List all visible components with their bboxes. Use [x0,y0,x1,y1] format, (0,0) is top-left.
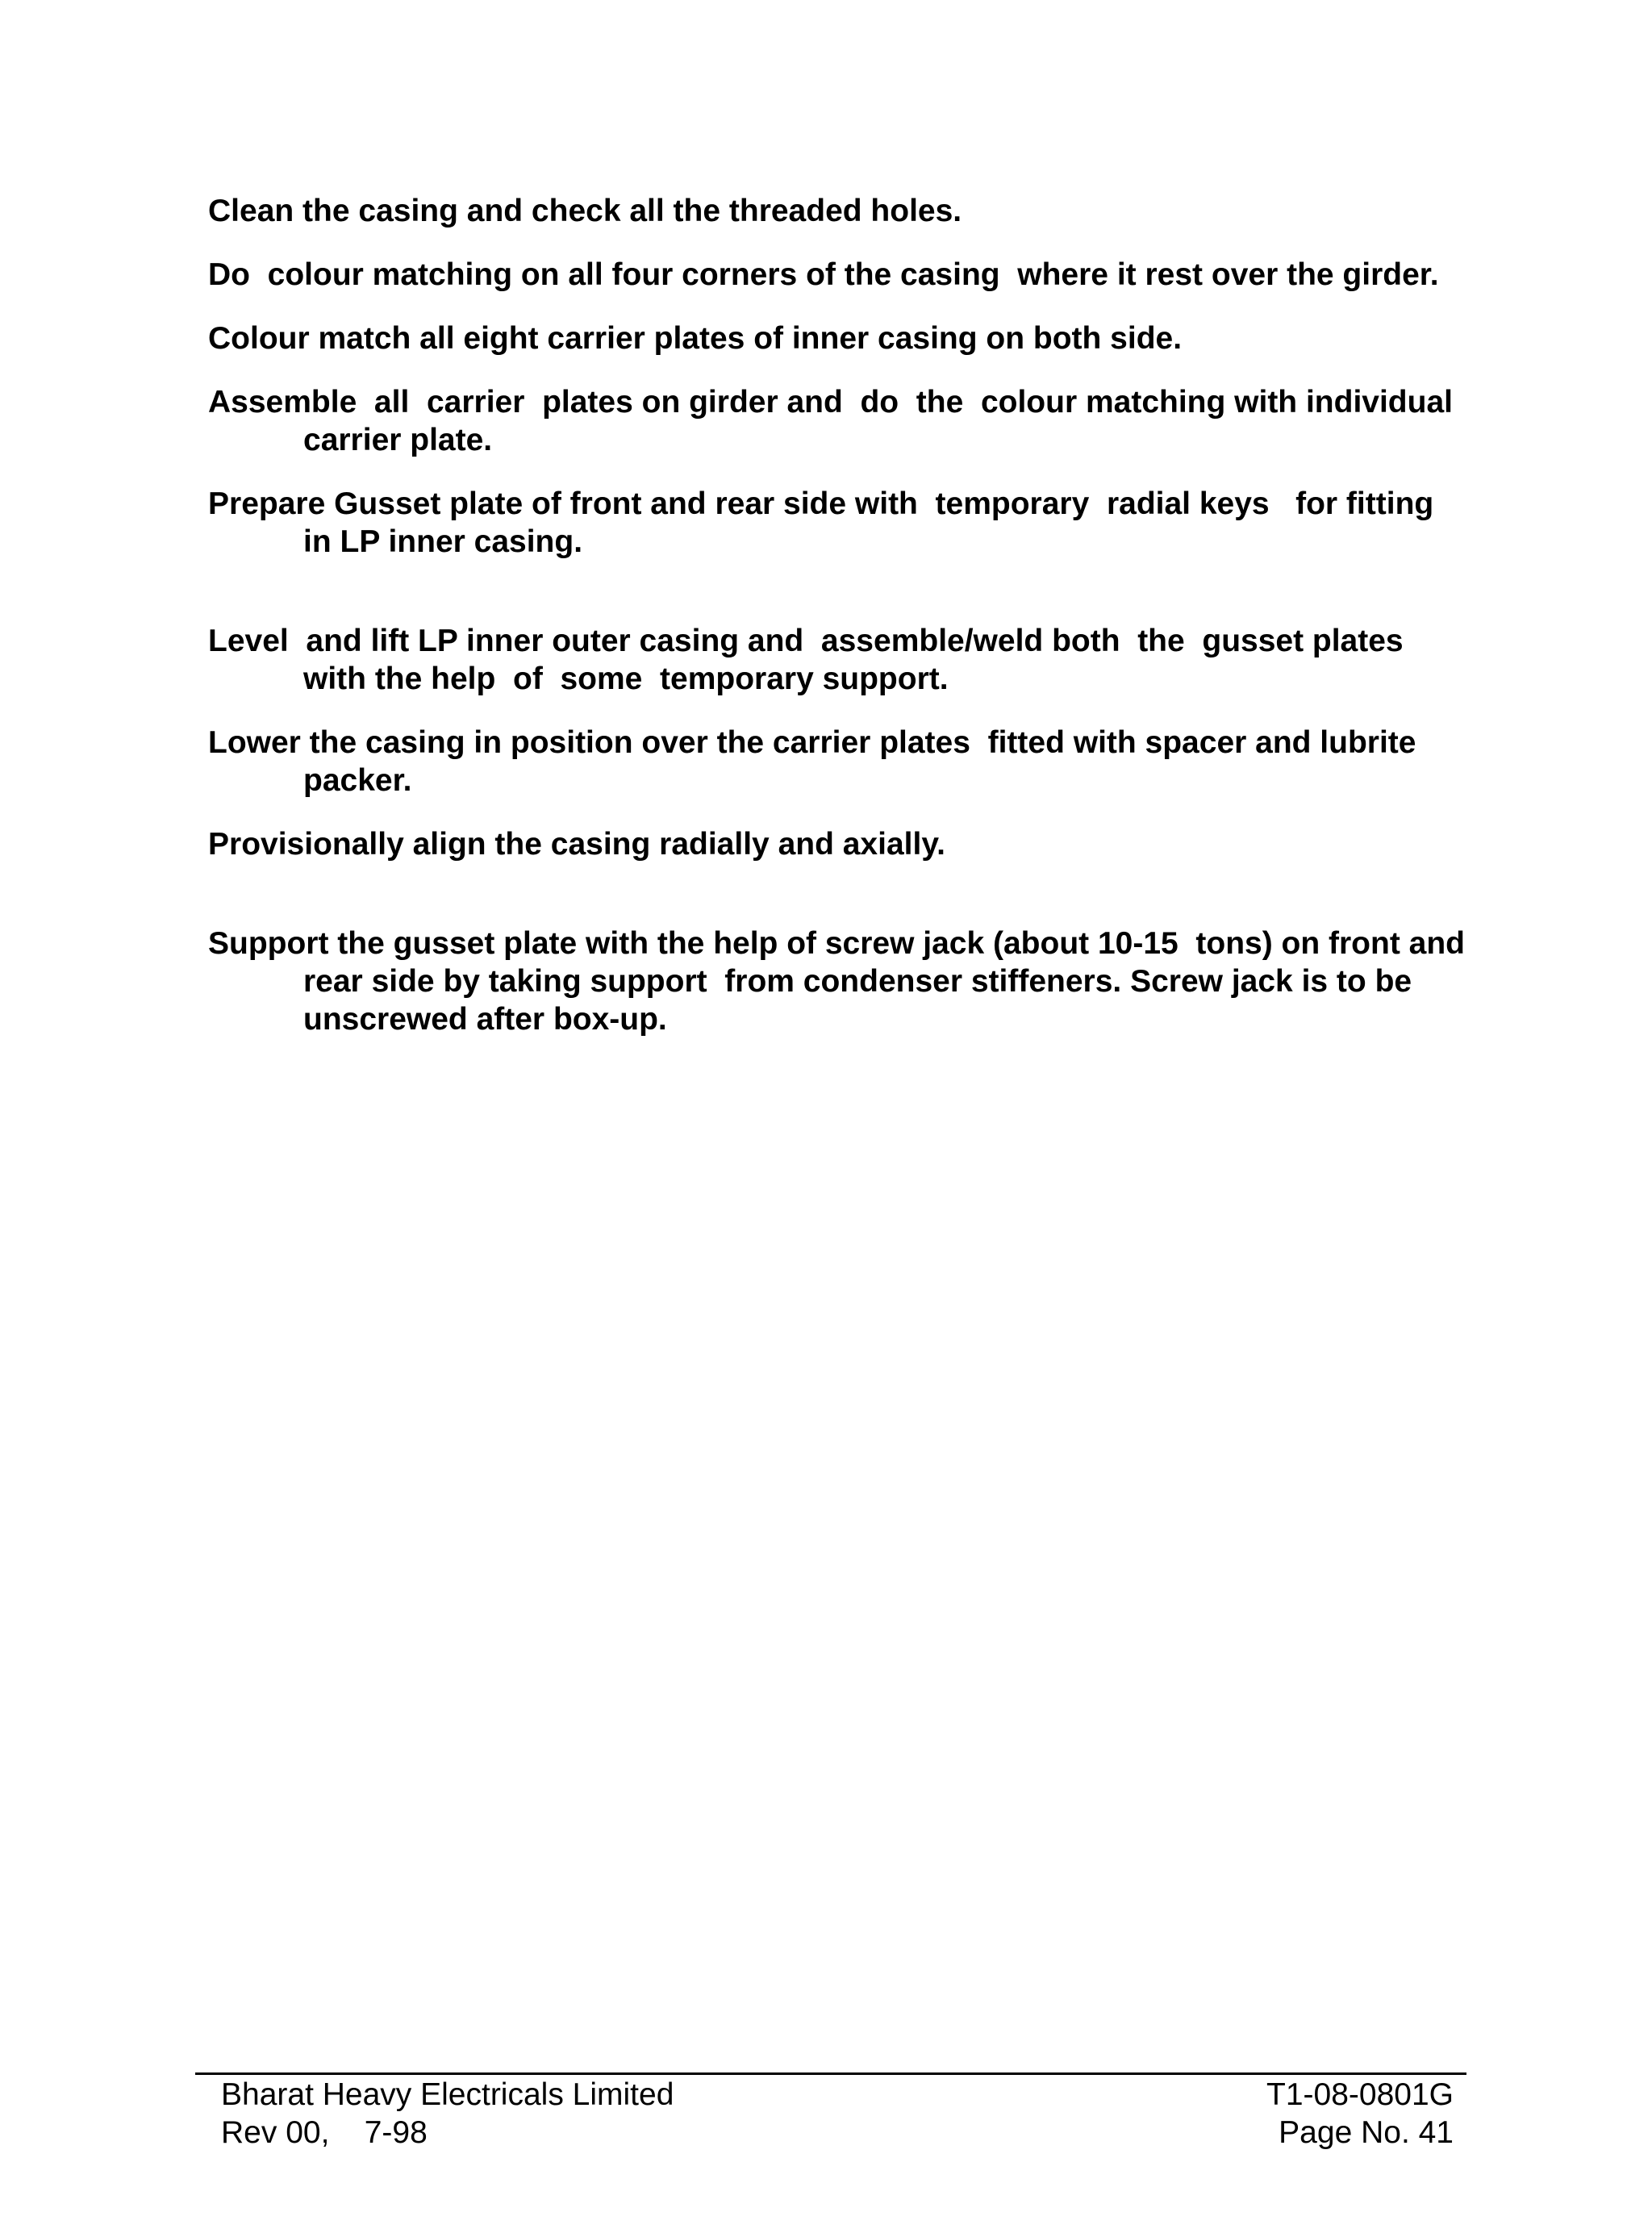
paragraph-provisionally-align: Provisionally align the casing radially and axially. [208,827,945,862]
footer-doc-number: T1-08-0801G [1266,2077,1454,2112]
footer-row-top [221,2076,1454,2114]
paragraph-lower-casing: Lower the casing in position over the carrier plates fitted with spacer and lubrite packer. [208,725,1425,798]
page-footer [221,2076,1454,2152]
paragraph-support-gusset-plate: Support the gusset plate with the help of screw jack (about 10-15 tons) on front and rear side by taking support from condenser stiffeners. Screw jack is to be unscrewed after box-up. [208,926,1474,1037]
document-body [208,192,1474,1064]
paragraph-colour-matching-corners: Do colour matching on all four corners of the casing where it rest over the girder. [208,257,1439,292]
paragraph-level-and-lift: Level and lift LP inner outer casing and assemble/weld both the gusset plates with the help of some temporary support. [208,624,1412,696]
footer-revision: Rev 00, 7-98 [221,2115,428,2150]
paragraph-colour-match-carrier-plates: Colour match all eight carrier plates of inner casing on both side. [208,321,1183,356]
footer-company: Bharat Heavy Electricals Limited [221,2077,674,2112]
footer-row-bottom [221,2114,1454,2152]
paragraph-clean-casing: Clean the casing and check all the threaded holes. [208,194,962,228]
footer-divider [195,2072,1466,2075]
paragraph-assemble-carrier-plates: Assemble all carrier plates on girder and do the colour matching with individual carrier plate. [208,385,1462,457]
footer-page-number: Page No. 41 [1279,2115,1454,2150]
paragraph-prepare-gusset-plate: Prepare Gusset plate of front and rear side with temporary radial keys for fitting in LP inner casing. [208,486,1443,559]
